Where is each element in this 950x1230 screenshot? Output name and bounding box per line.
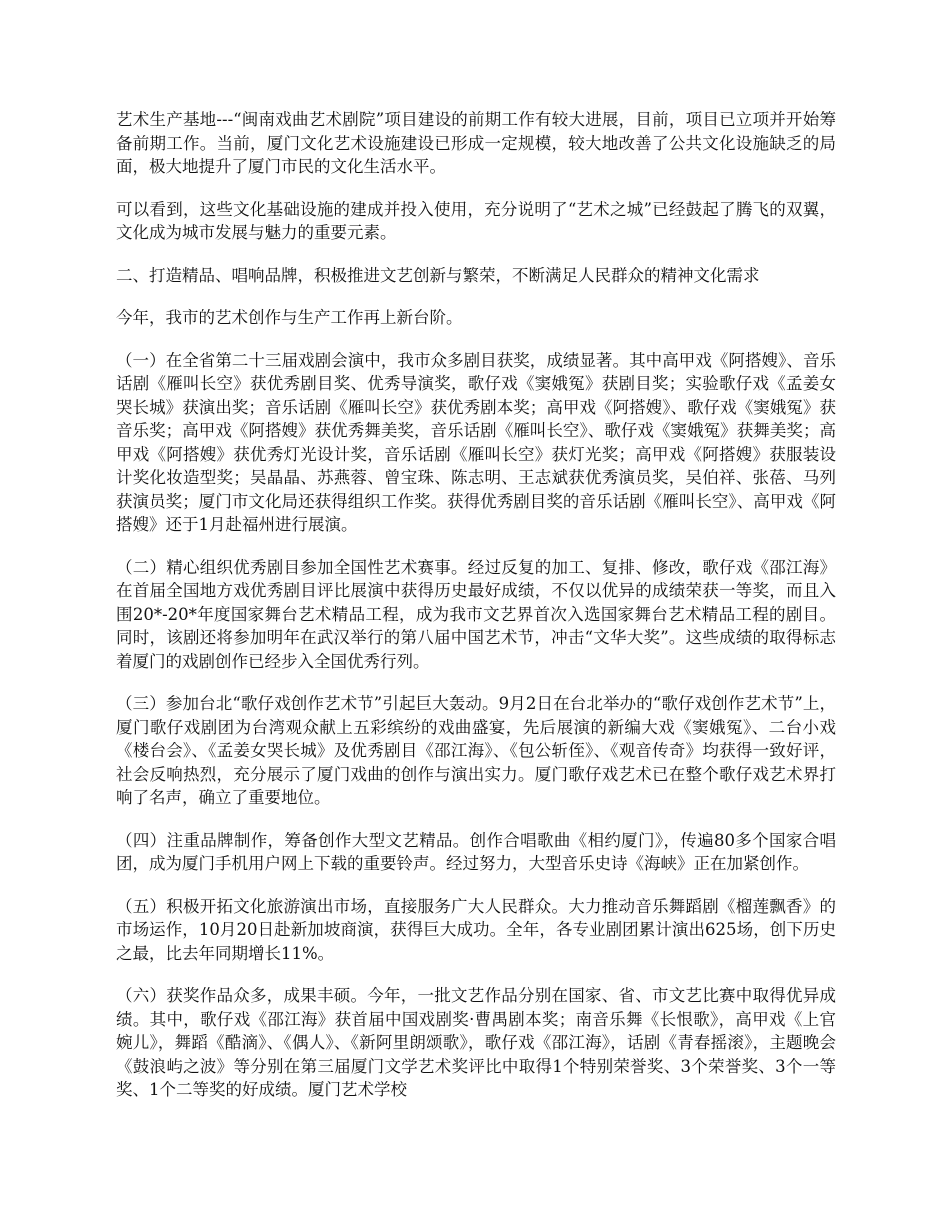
- paragraph-8: （四）注重品牌制作，筹备创作大型文艺精品。创作合唱歌曲《相约厦门》，传遍80多个国家合唱团，成为厦门手机用户网上下载的重要铃声。经过努力，大型音乐史诗《海峡》正在加紧创作。: [116, 830, 836, 873]
- paragraph-5: （一）在全省第二十三届戏剧会演中，我市众多剧目获奖，成绩显著。其中高甲戏《阿搭嫂》、音乐话剧《雁叫长空》获优秀剧目奖、优秀导演奖，歌仔戏《窦娥冤》获剧目奖；实验歌仔戏《孟姜女哭长城》获演出奖；音乐话剧《雁叫长空》获优秀剧本奖；高甲戏《阿搭嫂》、歌仔戏《窦娥冤》获音乐奖；高甲戏《阿搭嫂》获优秀舞美奖，音乐话剧《雁叫长空》、歌仔戏《窦娥冤》获舞美奖；高甲戏《阿搭嫂》获优秀灯光设计奖，音乐话剧《雁叫长空》获灯光奖；高甲戏《阿搭嫂》获服装设计奖化妆造型奖；吴晶晶、苏燕蓉、曾宝珠、陈志明、王志斌获优秀演员奖，吴伯祥、张蓓、马列获演员奖；厦门市文化局还获得组织工作奖。获得优秀剧目奖的音乐话剧《雁叫长空》、高甲戏《阿搭嫂》还于1月赴福州进行展演。: [116, 350, 836, 534]
- document-page: [116, 108, 836, 1121]
- paragraph-2: 可以看到，这些文化基础设施的建成并投入使用，充分说明了“艺术之城”已经鼓起了腾飞的双翼，文化成为城市发展与魅力的重要元素。: [116, 199, 836, 242]
- paragraph-1: 艺术生产基地---“闽南戏曲艺术剧院”项目建设的前期工作有较大进展，目前，项目已立项并开始筹备前期工作。当前，厦门文化艺术设施建设已形成一定规模，较大地改善了公共文化设施缺乏的局面，极大地提升了厦门市民的文化生活水平。: [116, 110, 836, 176]
- paragraph-4: 今年，我市的艺术创作与生产工作再上新台阶。: [116, 308, 463, 327]
- paragraph-9: （五）积极开拓文化旅游演出市场，直接服务广大人民群众。大力推动音乐舞蹈剧《榴莲飘香》的市场运作，10月20日赴新加坡商演，获得巨大成功。全年，各专业剧团累计演出625场，创下历史之最，比去年同期增长11%。: [116, 896, 836, 963]
- paragraph-6: （二）精心组织优秀剧目参加全国性艺术赛事。经过反复的加工、复排、修改，歌仔戏《邵江海》在首届全国地方戏优秀剧目评比展演中获得历史最好成绩，不仅以优异的成绩荣获一等奖，而且入围20*-20*年度国家舞台艺术精品工程，成为我市文艺界首次入选国家舞台艺术精品工程的剧目。同时，该剧还将参加明年在武汉举行的第八届中国艺术节，冲击“文华大奖”。这些成绩的取得标志着厦门的戏剧创作已经步入全国优秀行列。: [116, 557, 836, 671]
- paragraph-7: （三）参加台北“歌仔戏创作艺术节”引起巨大轰动。9月2日在台北举办的“歌仔戏创作艺术节”上，厦门歌仔戏剧团为台湾观众献上五彩缤纷的戏曲盛宴，先后展演的新编大戏《窦娥冤》、二台小戏《楼台会》、《孟姜女哭长城》及优秀剧目《邵江海》、《包公斩侄》、《观音传奇》均获得一致好评，社会反响热烈，充分展示了厦门戏曲的创作与演出实力。厦门歌仔戏艺术已在整个歌仔戏艺术界打响了名声，确立了重要地位。: [116, 694, 836, 807]
- paragraph-10: （六）获奖作品众多，成果丰硕。今年，一批文艺作品分别在国家、省、市文艺比赛中取得优异成绩。其中，歌仔戏《邵江海》获首届中国戏剧奖·曹禺剧本奖；南音乐舞《长恨歌》，高甲戏《上官婉儿》，舞蹈《酷滴》、《偶人》、《新阿里朗颂歌》，歌仔戏《邵江海》，话剧《青春摇滚》，主题晚会《鼓浪屿之波》等分别在第三届厦门文学艺术奖评比中取得1个特别荣誉奖、3个荣誉奖、3个一等奖、1个二等奖的好成绩。厦门艺术学校: [116, 986, 836, 1099]
- section-heading: 二、打造精品、唱响品牌，积极推进文艺创新与繁荣，不断满足人民群众的精神文化需求: [116, 265, 760, 285]
